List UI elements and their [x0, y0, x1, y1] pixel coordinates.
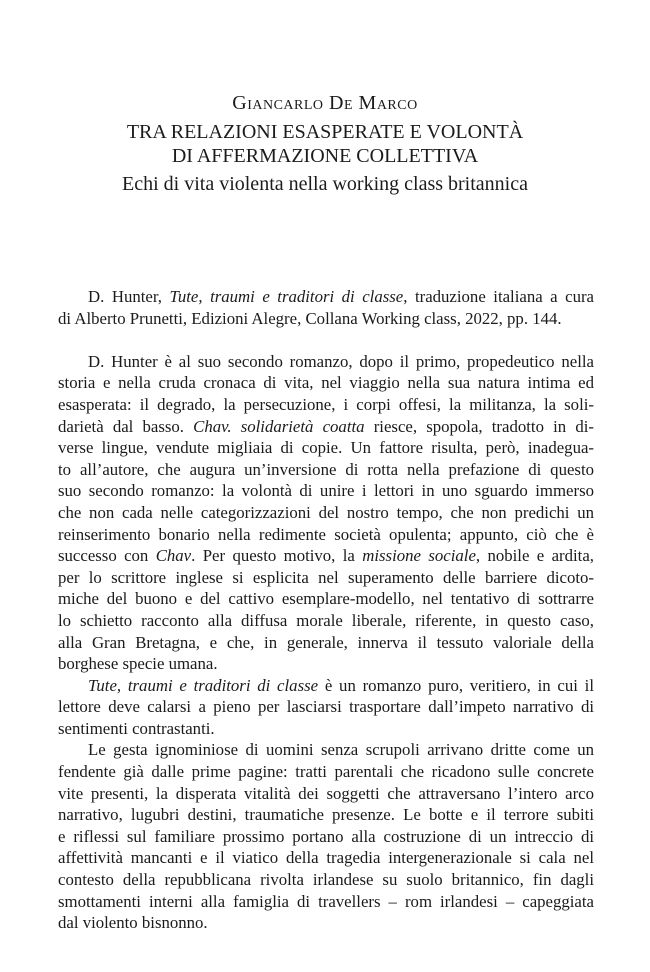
text-line: contesto della repubblicana rivolta irlandese su suolo britannico, fin dagli	[58, 870, 594, 890]
text-line: sentimenti contrastanti.	[58, 718, 215, 738]
text-line: che non cada nelle categorizzazioni del nostro tempo, che non predichi un	[58, 502, 594, 522]
body-paragraph-1	[58, 351, 594, 675]
text-line: esasperata: il degrado, la persecuzione, i corpi offesi, la militanza, la soli-	[58, 394, 594, 414]
article-title	[0, 120, 650, 168]
text-line: successo con Chav. Per questo motivo, la missione sociale, nobile e ardita,	[58, 546, 594, 566]
title-line-2: DI AFFERMAZIONE COLLETTIVA	[171, 145, 479, 167]
text-line: lo schietto racconto alla diffusa morale liberale, riferente, in questo caso,	[58, 610, 594, 630]
body-paragraph-2	[58, 675, 594, 740]
text-line: dal violento bisnonno.	[58, 913, 208, 933]
text-line: per lo scrittore inglese si esplicita nel superamento delle barriere dicoto-	[58, 567, 594, 587]
text-line: D. Hunter, Tute, traumi e traditori di classe, traduzione italiana a cura	[88, 287, 595, 306]
text-line: affettività mancanti e il viatico della tragedia intergenerazionale si cala nel	[58, 848, 594, 868]
text-line: e riflessi sul familiare prossimo portano alla costruzione di un intreccio di	[58, 826, 594, 846]
text-line: to all’autore, che augura un’inversione di rotta nella prefazione di questo	[58, 459, 594, 479]
body-paragraph-3	[58, 739, 594, 933]
citation-paragraph	[58, 286, 594, 329]
text-line: reinserimento bonario nella redimente società opulenta; appunto, ciò che è	[58, 524, 594, 544]
book-title: Tute, traumi e traditori di classe	[88, 675, 319, 695]
text-line: D. Hunter è al suo secondo romanzo, dopo il primo, propedeutico nella	[88, 351, 594, 371]
text-line: darietà dal basso. Chav. solidarietà coatta riesce, spopola, tradotto in di-	[58, 416, 595, 436]
book-title: Tute, traumi e traditori di classe	[169, 287, 404, 306]
emphasis: missione sociale	[362, 546, 476, 566]
text-line: di Alberto Prunetti, Edizioni Alegre, Collana Working class, 2022, pp. 144.	[58, 308, 562, 328]
book-title: Chav	[155, 546, 192, 566]
text-line: lettore deve calarsi a pieno per lasciarsi trasportare dall’impeto narrativo di	[58, 697, 594, 717]
text-line: storia e nella cruda cronaca di vita, nel viaggio nella sua natura intima ed	[58, 373, 594, 393]
text-line: vite presenti, la disperata vitalità dei soggetti che attraversano l’intero arco	[58, 783, 594, 803]
text-line: borghese specie umana.	[58, 654, 218, 674]
text-line: miche del buono e del cattivo esemplare-modello, nel tentativo di sottrarre	[58, 589, 594, 609]
article-header	[0, 90, 650, 197]
title-line-1: TRA RELAZIONI ESASPERATE E VOLONTÀ	[126, 121, 524, 143]
text-line: Tute, traumi e traditori di classe è un romanzo puro, veritiero, in cui il	[88, 675, 594, 695]
author-name: Giancarlo De Marco	[232, 92, 418, 114]
article-body	[58, 286, 594, 934]
book-title: Chav. solidarietà coatta	[193, 416, 365, 436]
text-line: narrativo, lugubri destini, traumatiche presenze. Le botte e il terrore subiti	[58, 805, 594, 825]
text-line: verse lingue, vendute migliaia di copie. Un fattore risulta, però, inadegua-	[58, 438, 594, 458]
text-line: fendente già dalle prime pagine: tratti parentali che ricadono sulle concrete	[58, 762, 594, 782]
article-subtitle: Echi di vita violenta nella working class britannica	[122, 173, 528, 195]
text-line: Le gesta ignominiose di uomini senza scrupoli arrivano dritte come un	[88, 740, 594, 760]
text-line: smottamenti interni alla famiglia di travellers – rom irlandesi – capeggiata	[58, 891, 594, 911]
text-line: suo secondo romanzo: la volontà di unire i lettori in uno sguardo immerso	[58, 481, 594, 501]
text-line: alla Gran Bretagna, e che, in generale, innerva il tessuto valoriale della	[58, 632, 594, 652]
